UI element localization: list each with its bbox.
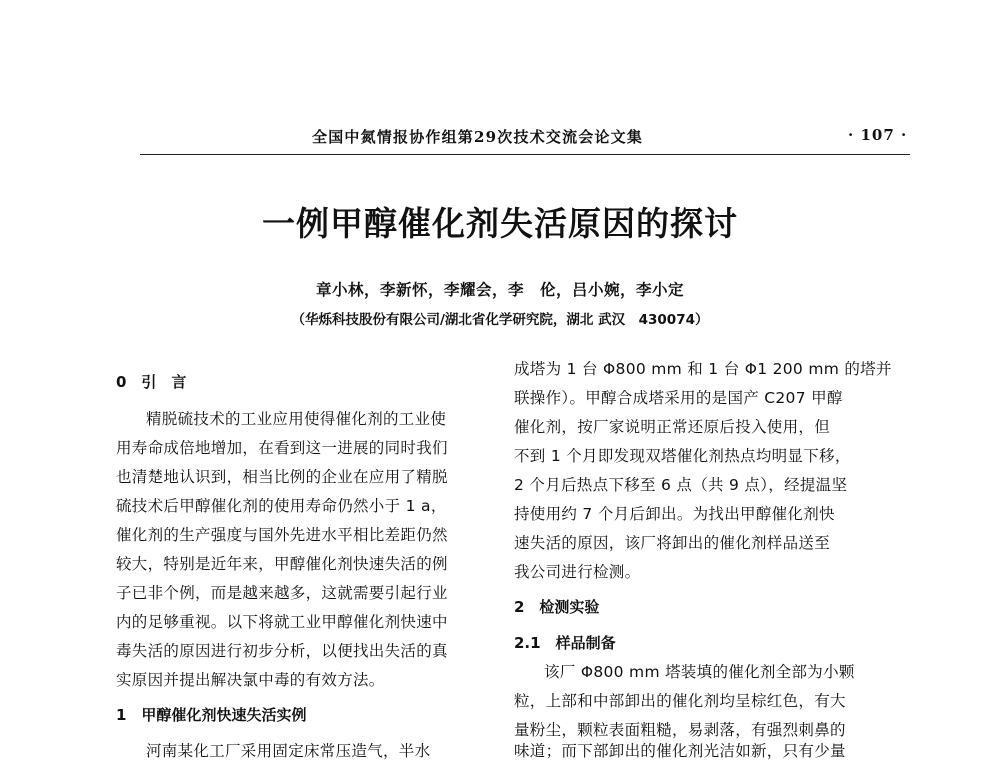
running-head: 全国中氮情报协作组第29次技术交流会论文集 xyxy=(312,128,644,146)
header-rule xyxy=(140,154,910,155)
text-line: 味道；而下部卸出的催化剂光洁如新，只有少量 xyxy=(514,742,846,760)
page-number: · 107 · xyxy=(848,126,908,144)
text-line: 内的足够重视。以下将就工业甲醇催化剂快速中 xyxy=(116,613,448,631)
text-line: 用寿命成倍地增加，在看到这一进展的同时我们 xyxy=(116,439,448,457)
text-line: 联操作）。甲醇合成塔采用的是国产 C207 甲醇 xyxy=(514,389,843,407)
section-2-heading: 2 检测实验 xyxy=(514,598,600,616)
text-line: 河南某化工厂采用固定床常压造气，半水 xyxy=(146,742,431,760)
text-line: 2 个月后热点下移至 6 点（共 9 点），经提温坚 xyxy=(514,476,848,494)
section-2-1-heading: 2.1 样品制备 xyxy=(514,634,616,652)
affiliation: （华烁科技股份有限公司/湖北省化学研究院，湖北 武汉 430074） xyxy=(291,312,709,328)
text-line: 我公司进行检测。 xyxy=(514,563,641,581)
paper-title: 一例甲醇催化剂失活原因的探讨 xyxy=(262,204,738,243)
author-list: 章小林，李新怀，李耀会，李 伦，吕小婉，李小定 xyxy=(315,281,684,299)
text-line: 不到 1 个月即发现双塔催化剂热点均明显下移， xyxy=(514,447,851,465)
text-line: 催化剂，按厂家说明正常还原后投入使用，但 xyxy=(514,418,831,436)
text-line: 持使用约 7 个月后卸出。为找出甲醇催化剂快 xyxy=(514,505,835,523)
section-1-heading: 1 甲醇催化剂快速失活实例 xyxy=(116,706,307,724)
text-line: 成塔为 1 台 Φ800 mm 和 1 台 Φ1 200 mm 的塔并 xyxy=(514,360,892,378)
text-line: 量粉尘，颗粒表面粗糙，易剥落，有强烈刺鼻的 xyxy=(514,721,846,739)
text-line: 较大，特别是近年来，甲醇催化剂快速失活的例 xyxy=(116,555,448,573)
text-line: 速失活的原因，该厂将卸出的催化剂样品送至 xyxy=(514,534,831,552)
text-line: 子已非个例，而是越来越多，这就需要引起行业 xyxy=(116,584,448,602)
text-line: 毒失活的原因进行初步分析，以便找出失活的真 xyxy=(116,642,448,660)
text-line: 也清楚地认识到，相当比例的企业在应用了精脱 xyxy=(116,468,448,486)
text-line: 粒，上部和中部卸出的催化剂均呈棕红色，有大 xyxy=(514,692,846,710)
section-0-heading: 0 引 言 xyxy=(116,373,187,391)
text-line: 硫技术后甲醇催化剂的使用寿命仍然小于 1 a， xyxy=(116,497,447,515)
text-line: 该厂 Φ800 mm 塔装填的催化剂全部为小颗 xyxy=(544,663,855,681)
text-line: 实原因并提出解决氯中毒的有效方法。 xyxy=(116,671,385,689)
text-line: 精脱硫技术的工业应用使得催化剂的工业使 xyxy=(146,410,447,428)
text-line: 催化剂的生产强度与国外先进水平相比差距仍然 xyxy=(116,526,448,544)
